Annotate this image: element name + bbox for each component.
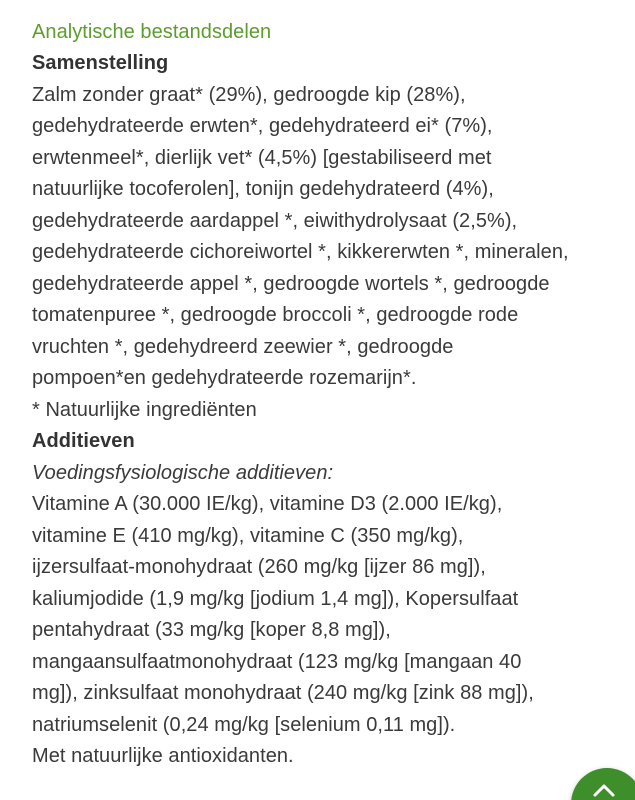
composition-line: erwtenmeel*, dierlijk vet* (4,5%) [gestabiliseerd met (32, 146, 492, 169)
composition-heading: Samenstelling (32, 52, 169, 74)
additives-line: ijzersulfaat-monohydraat (260 mg/kg [ijzer 86 mg]), (32, 556, 486, 578)
composition-line: tomatenpuree *, gedroogde broccoli *, gedroogde rode (32, 304, 519, 326)
additives-subheading: Voedingsfysiologische additieven: (32, 461, 334, 484)
composition-line: pompoen*en gedehydrateerde rozemarijn*. (32, 367, 417, 389)
antioxidants-note: Met natuurlijke antioxidanten. (32, 745, 294, 767)
analytical-components-link[interactable]: Analytische bestandsdelen (32, 21, 272, 43)
additives-line: Vitamine A (30.000 IE/kg), vitamine D3 (2.000 IE/kg), (32, 493, 503, 515)
additives-text (32, 489, 632, 741)
composition-line: gedehydrateerde aardappel *, eiwithydrolysaat (2,5%), (32, 209, 518, 232)
additives-line: kaliumjodide (1,9 mg/kg [jodium 1,4 mg]), Kopersulfaat (32, 587, 519, 610)
additives-line: pentahydraat (33 mg/kg [koper 8,8 mg]), (32, 619, 391, 641)
composition-text (32, 80, 632, 395)
additives-heading: Additieven (32, 430, 135, 452)
composition-line: natuurlijke tocoferolen], tonijn gedehydrateerd (4%), (32, 178, 494, 200)
natural-ingredients-footnote: * Natuurlijke ingrediënten (32, 398, 257, 421)
scroll-to-top-button[interactable] (571, 768, 635, 800)
composition-line: gedehydrateerde cichoreiwortel *, kikkererwten *, mineralen, (32, 241, 569, 263)
additives-line: mangaansulfaatmonohydraat (123 mg/kg [mangaan 40 (32, 650, 522, 673)
additives-line: mg]), zinksulfaat monohydraat (240 mg/kg [zink 88 mg]), (32, 682, 534, 704)
composition-line: gedehydrateerde appel *, gedroogde wortels *, gedroogde (32, 272, 550, 295)
chevron-up-icon (592, 782, 616, 798)
composition-line: gedehydrateerde erwten*, gedehydrateerd ei* (7%), (32, 115, 493, 137)
additives-line: natriumselenit (0,24 mg/kg [selenium 0,11 mg]). (32, 713, 456, 736)
composition-line: vruchten *, gedehydreerd zeewier *, gedroogde (32, 335, 454, 358)
product-info-content (32, 17, 632, 773)
additives-line: vitamine E (410 mg/kg), vitamine C (350 mg/kg), (32, 524, 464, 547)
composition-line: Zalm zonder graat* (29%), gedroogde kip (28%), (32, 83, 466, 106)
